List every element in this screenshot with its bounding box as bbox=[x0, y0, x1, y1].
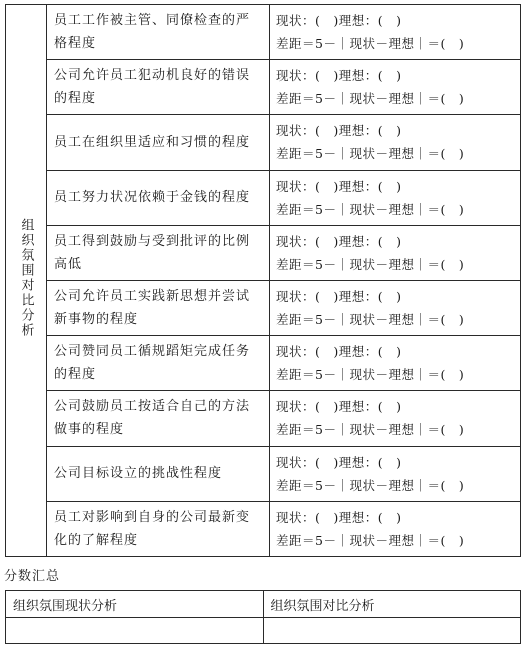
score-gap: 差距＝5－｜现状－理想｜＝( ) bbox=[276, 312, 465, 328]
table-row bbox=[6, 115, 521, 170]
score-gap: 差距＝5－｜现状－理想｜＝( ) bbox=[276, 91, 465, 107]
item-cell: 公司允许员工犯动机良好的错误的程度 bbox=[47, 60, 270, 115]
score-gap: 差距＝5－｜现状－理想｜＝( ) bbox=[276, 477, 465, 493]
score-current-ideal: 现状：( )理想：( ) bbox=[276, 178, 402, 194]
category-label: 组织氛围对比分析 bbox=[18, 218, 34, 339]
summary-col-current: 组织氛围现状分析 bbox=[6, 591, 264, 618]
table-row bbox=[6, 280, 521, 335]
summary-table bbox=[5, 590, 521, 644]
item-cell: 员工得到鼓励与受到批评的比例高低 bbox=[47, 225, 270, 280]
score-current-ideal: 现状：( )理想：( ) bbox=[276, 13, 402, 29]
item-cell: 公司目标设立的挑战性程度 bbox=[47, 446, 270, 501]
score-current-ideal: 现状：( )理想：( ) bbox=[276, 123, 402, 139]
category-cell bbox=[6, 5, 47, 557]
summary-header-row bbox=[6, 591, 521, 618]
item-cell: 员工努力状况依赖于金钱的程度 bbox=[47, 170, 270, 225]
score-cell bbox=[270, 336, 521, 391]
score-gap: 差距＝5－｜现状－理想｜＝( ) bbox=[276, 532, 465, 548]
table-row bbox=[6, 501, 521, 556]
table-row bbox=[6, 336, 521, 391]
score-cell bbox=[270, 446, 521, 501]
item-cell: 公司鼓励员工按适合自己的方法做事的程度 bbox=[47, 391, 270, 446]
comparison-table bbox=[5, 4, 521, 557]
score-current-ideal: 现状：( )理想：( ) bbox=[276, 509, 402, 525]
summary-value-row bbox=[6, 618, 521, 644]
item-cell: 公司赞同员工循规蹈矩完成任务的程度 bbox=[47, 336, 270, 391]
score-cell bbox=[270, 391, 521, 446]
score-current-ideal: 现状：( )理想：( ) bbox=[276, 454, 402, 470]
score-current-ideal: 现状：( )理想：( ) bbox=[276, 289, 402, 305]
score-cell bbox=[270, 5, 521, 60]
score-cell bbox=[270, 501, 521, 556]
item-cell: 员工工作被主管、同僚检查的严格程度 bbox=[47, 5, 270, 60]
item-cell: 公司允许员工实践新思想并尝试新事物的程度 bbox=[47, 280, 270, 335]
table-row bbox=[6, 391, 521, 446]
score-gap: 差距＝5－｜现状－理想｜＝( ) bbox=[276, 367, 465, 383]
table-row bbox=[6, 446, 521, 501]
score-gap: 差距＝5－｜现状－理想｜＝( ) bbox=[276, 422, 465, 438]
score-current-ideal: 现状：( )理想：( ) bbox=[276, 344, 402, 360]
table-row bbox=[6, 225, 521, 280]
score-cell bbox=[270, 280, 521, 335]
summary-current-value[interactable] bbox=[6, 618, 264, 644]
score-gap: 差距＝5－｜现状－理想｜＝( ) bbox=[276, 201, 465, 217]
score-gap: 差距＝5－｜现状－理想｜＝( ) bbox=[276, 146, 465, 162]
item-cell: 员工对影响到自身的公司最新变化的了解程度 bbox=[47, 501, 270, 556]
item-cell: 员工在组织里适应和习惯的程度 bbox=[47, 115, 270, 170]
table-row bbox=[6, 170, 521, 225]
table-row bbox=[6, 5, 521, 60]
score-cell bbox=[270, 115, 521, 170]
summary-comparison-value[interactable] bbox=[263, 618, 521, 644]
score-cell bbox=[270, 170, 521, 225]
score-cell bbox=[270, 60, 521, 115]
score-current-ideal: 现状：( )理想：( ) bbox=[276, 68, 402, 84]
summary-col-comparison: 组织氛围对比分析 bbox=[263, 591, 521, 618]
score-gap: 差距＝5－｜现状－理想｜＝( ) bbox=[276, 36, 465, 52]
score-cell bbox=[270, 225, 521, 280]
score-current-ideal: 现状：( )理想：( ) bbox=[276, 399, 402, 415]
score-current-ideal: 现状：( )理想：( ) bbox=[276, 233, 402, 249]
score-gap: 差距＝5－｜现状－理想｜＝( ) bbox=[276, 256, 465, 272]
summary-title: 分数汇总 bbox=[4, 569, 61, 584]
table-row bbox=[6, 60, 521, 115]
